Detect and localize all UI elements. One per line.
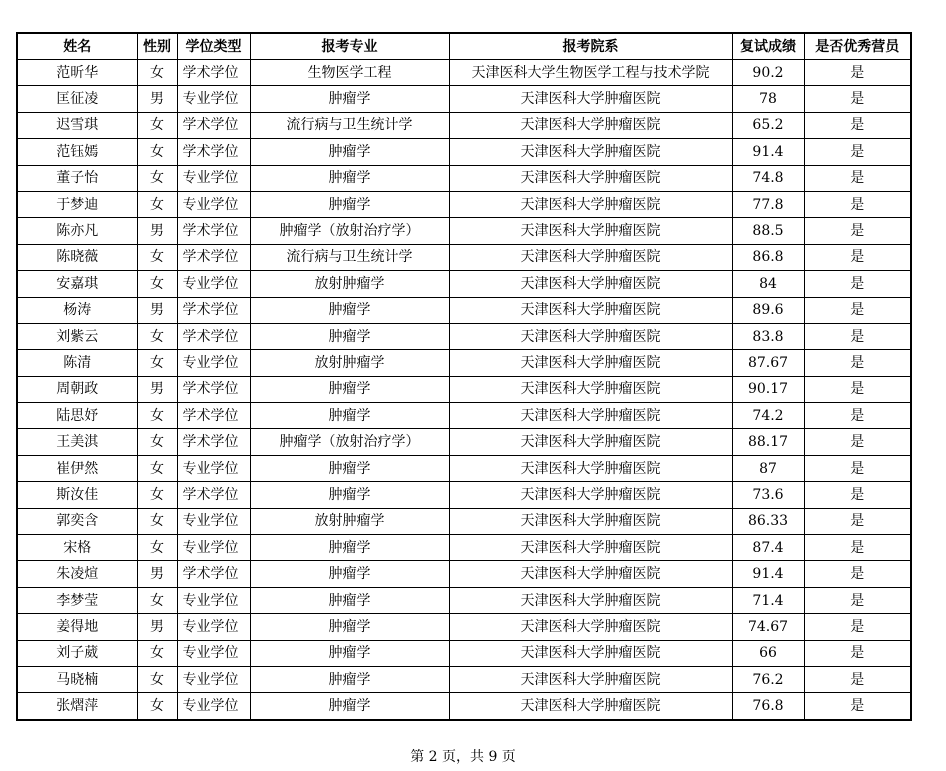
cell-gender: 女	[137, 60, 177, 86]
cell-excellent-camper: 是	[804, 350, 911, 376]
cell-gender: 女	[137, 482, 177, 508]
table-row	[17, 323, 911, 349]
cell-score: 87.67	[732, 350, 804, 376]
cell-major: 肿瘤学	[250, 323, 449, 349]
table-header	[17, 33, 911, 60]
cell-department: 天津医科大学肿瘤医院	[449, 350, 732, 376]
cell-excellent-camper: 是	[804, 640, 911, 666]
cell-gender: 女	[137, 455, 177, 481]
cell-score: 66	[732, 640, 804, 666]
cell-degree-type: 学术学位	[177, 403, 250, 429]
cell-excellent-camper: 是	[804, 86, 911, 112]
cell-degree-type: 专业学位	[177, 693, 250, 720]
cell-name: 崔伊然	[17, 455, 137, 481]
cell-score: 73.6	[732, 482, 804, 508]
cell-excellent-camper: 是	[804, 403, 911, 429]
cell-degree-type: 专业学位	[177, 271, 250, 297]
cell-gender: 男	[137, 297, 177, 323]
cell-excellent-camper: 是	[804, 508, 911, 534]
cell-name: 朱凌煊	[17, 561, 137, 587]
cell-department: 天津医科大学肿瘤医院	[449, 561, 732, 587]
table-row	[17, 693, 911, 720]
cell-name: 董子怡	[17, 165, 137, 191]
cell-excellent-camper: 是	[804, 376, 911, 402]
cell-excellent-camper: 是	[804, 271, 911, 297]
cell-major: 肿瘤学	[250, 587, 449, 613]
cell-degree-type: 学术学位	[177, 297, 250, 323]
cell-gender: 男	[137, 561, 177, 587]
cell-gender: 女	[137, 323, 177, 349]
cell-excellent-camper: 是	[804, 535, 911, 561]
cell-major: 肿瘤学	[250, 455, 449, 481]
cell-department: 天津医科大学肿瘤医院	[449, 455, 732, 481]
table-row	[17, 455, 911, 481]
cell-department: 天津医科大学肿瘤医院	[449, 271, 732, 297]
cell-gender: 男	[137, 376, 177, 402]
cell-major: 肿瘤学	[250, 614, 449, 640]
cell-excellent-camper: 是	[804, 693, 911, 720]
cell-department: 天津医科大学肿瘤医院	[449, 191, 732, 217]
cell-degree-type: 学术学位	[177, 482, 250, 508]
cell-excellent-camper: 是	[804, 60, 911, 86]
table-row	[17, 218, 911, 244]
cell-major: 生物医学工程	[250, 60, 449, 86]
cell-score: 88.5	[732, 218, 804, 244]
cell-major: 肿瘤学	[250, 693, 449, 720]
cell-gender: 女	[137, 350, 177, 376]
cell-name: 斯汝佳	[17, 482, 137, 508]
cell-excellent-camper: 是	[804, 482, 911, 508]
table-row	[17, 271, 911, 297]
cell-major: 放射肿瘤学	[250, 508, 449, 534]
cell-score: 91.4	[732, 561, 804, 587]
cell-degree-type: 专业学位	[177, 535, 250, 561]
cell-major: 肿瘤学	[250, 666, 449, 692]
cell-name: 范昕华	[17, 60, 137, 86]
cell-department: 天津医科大学肿瘤医院	[449, 429, 732, 455]
cell-degree-type: 专业学位	[177, 455, 250, 481]
header-score: 复试成绩	[732, 33, 804, 60]
cell-name: 陈晓薇	[17, 244, 137, 270]
cell-score: 91.4	[732, 139, 804, 165]
cell-department: 天津医科大学肿瘤医院	[449, 244, 732, 270]
table-row	[17, 86, 911, 112]
cell-gender: 女	[137, 429, 177, 455]
cell-excellent-camper: 是	[804, 429, 911, 455]
cell-department: 天津医科大学肿瘤医院	[449, 403, 732, 429]
cell-gender: 男	[137, 614, 177, 640]
cell-excellent-camper: 是	[804, 587, 911, 613]
cell-degree-type: 专业学位	[177, 191, 250, 217]
cell-degree-type: 专业学位	[177, 86, 250, 112]
cell-major: 肿瘤学	[250, 640, 449, 666]
cell-major: 肿瘤学	[250, 86, 449, 112]
cell-department: 天津医科大学肿瘤医院	[449, 323, 732, 349]
cell-department: 天津医科大学生物医学工程与技术学院	[449, 60, 732, 86]
table-row	[17, 640, 911, 666]
header-gender: 性别	[137, 33, 177, 60]
cell-gender: 女	[137, 535, 177, 561]
table-row	[17, 139, 911, 165]
cell-major: 肿瘤学	[250, 482, 449, 508]
cell-name: 李梦莹	[17, 587, 137, 613]
cell-gender: 男	[137, 86, 177, 112]
cell-score: 74.2	[732, 403, 804, 429]
cell-excellent-camper: 是	[804, 244, 911, 270]
cell-gender: 女	[137, 640, 177, 666]
cell-name: 范钰嫣	[17, 139, 137, 165]
cell-excellent-camper: 是	[804, 614, 911, 640]
cell-excellent-camper: 是	[804, 323, 911, 349]
cell-score: 87	[732, 455, 804, 481]
table-row	[17, 482, 911, 508]
table-row	[17, 403, 911, 429]
cell-score: 86.33	[732, 508, 804, 534]
cell-degree-type: 学术学位	[177, 112, 250, 138]
cell-department: 天津医科大学肿瘤医院	[449, 112, 732, 138]
cell-department: 天津医科大学肿瘤医院	[449, 86, 732, 112]
cell-name: 于梦迪	[17, 191, 137, 217]
cell-score: 74.67	[732, 614, 804, 640]
cell-score: 84	[732, 271, 804, 297]
table-row	[17, 60, 911, 86]
header-name: 姓名	[17, 33, 137, 60]
table-row	[17, 376, 911, 402]
cell-excellent-camper: 是	[804, 455, 911, 481]
admission-results-table	[16, 32, 912, 721]
table-row	[17, 508, 911, 534]
table-row	[17, 535, 911, 561]
table-row	[17, 112, 911, 138]
cell-department: 天津医科大学肿瘤医院	[449, 218, 732, 244]
table-row	[17, 244, 911, 270]
cell-name: 陆思妤	[17, 403, 137, 429]
cell-department: 天津医科大学肿瘤医院	[449, 693, 732, 720]
table-row	[17, 561, 911, 587]
cell-gender: 女	[137, 666, 177, 692]
cell-name: 安嘉琪	[17, 271, 137, 297]
cell-gender: 女	[137, 165, 177, 191]
cell-excellent-camper: 是	[804, 297, 911, 323]
cell-department: 天津医科大学肿瘤医院	[449, 614, 732, 640]
cell-name: 刘子葳	[17, 640, 137, 666]
cell-department: 天津医科大学肿瘤医院	[449, 139, 732, 165]
cell-gender: 女	[137, 244, 177, 270]
cell-department: 天津医科大学肿瘤医院	[449, 482, 732, 508]
cell-major: 肿瘤学	[250, 297, 449, 323]
cell-degree-type: 学术学位	[177, 376, 250, 402]
cell-name: 匡征凌	[17, 86, 137, 112]
cell-gender: 女	[137, 587, 177, 613]
cell-name: 马晓楠	[17, 666, 137, 692]
header-major: 报考专业	[250, 33, 449, 60]
cell-department: 天津医科大学肿瘤医院	[449, 297, 732, 323]
cell-degree-type: 学术学位	[177, 244, 250, 270]
table-row	[17, 297, 911, 323]
cell-degree-type: 学术学位	[177, 60, 250, 86]
page-number: 第 2 页，共 9 页	[410, 749, 516, 765]
cell-score: 90.2	[732, 60, 804, 86]
table-row	[17, 587, 911, 613]
table-row	[17, 191, 911, 217]
cell-score: 65.2	[732, 112, 804, 138]
cell-degree-type: 专业学位	[177, 666, 250, 692]
cell-gender: 女	[137, 112, 177, 138]
cell-major: 放射肿瘤学	[250, 350, 449, 376]
cell-excellent-camper: 是	[804, 666, 911, 692]
cell-excellent-camper: 是	[804, 165, 911, 191]
cell-score: 71.4	[732, 587, 804, 613]
cell-name: 张熠萍	[17, 693, 137, 720]
cell-score: 76.8	[732, 693, 804, 720]
cell-name: 周朝政	[17, 376, 137, 402]
header-department: 报考院系	[449, 33, 732, 60]
cell-degree-type: 学术学位	[177, 323, 250, 349]
cell-score: 89.6	[732, 297, 804, 323]
table-row	[17, 666, 911, 692]
cell-department: 天津医科大学肿瘤医院	[449, 587, 732, 613]
cell-gender: 女	[137, 191, 177, 217]
cell-name: 陈清	[17, 350, 137, 376]
cell-major: 放射肿瘤学	[250, 271, 449, 297]
cell-degree-type: 学术学位	[177, 561, 250, 587]
cell-gender: 女	[137, 693, 177, 720]
cell-major: 肿瘤学	[250, 535, 449, 561]
cell-score: 77.8	[732, 191, 804, 217]
cell-degree-type: 专业学位	[177, 614, 250, 640]
cell-major: 流行病与卫生统计学	[250, 112, 449, 138]
cell-excellent-camper: 是	[804, 218, 911, 244]
header-row	[17, 33, 911, 60]
cell-major: 肿瘤学	[250, 561, 449, 587]
cell-name: 陈亦凡	[17, 218, 137, 244]
cell-major: 肿瘤学	[250, 191, 449, 217]
cell-name: 杨涛	[17, 297, 137, 323]
cell-degree-type: 学术学位	[177, 218, 250, 244]
cell-department: 天津医科大学肿瘤医院	[449, 508, 732, 534]
cell-department: 天津医科大学肿瘤医院	[449, 165, 732, 191]
cell-excellent-camper: 是	[804, 139, 911, 165]
cell-department: 天津医科大学肿瘤医院	[449, 376, 732, 402]
cell-department: 天津医科大学肿瘤医院	[449, 535, 732, 561]
cell-major: 肿瘤学	[250, 139, 449, 165]
cell-excellent-camper: 是	[804, 561, 911, 587]
cell-gender: 男	[137, 218, 177, 244]
cell-score: 83.8	[732, 323, 804, 349]
cell-name: 迟雪琪	[17, 112, 137, 138]
cell-score: 88.17	[732, 429, 804, 455]
cell-gender: 女	[137, 271, 177, 297]
table-row	[17, 429, 911, 455]
table-row	[17, 350, 911, 376]
header-excellent-camper: 是否优秀营员	[804, 33, 911, 60]
cell-name: 郭奕含	[17, 508, 137, 534]
cell-score: 86.8	[732, 244, 804, 270]
table-row	[17, 165, 911, 191]
header-degree-type: 学位类型	[177, 33, 250, 60]
cell-score: 74.8	[732, 165, 804, 191]
cell-degree-type: 专业学位	[177, 350, 250, 376]
cell-major: 肿瘤学	[250, 376, 449, 402]
cell-score: 76.2	[732, 666, 804, 692]
cell-name: 姜得地	[17, 614, 137, 640]
cell-name: 宋格	[17, 535, 137, 561]
cell-name: 刘紫云	[17, 323, 137, 349]
cell-score: 78	[732, 86, 804, 112]
cell-major: 肿瘤学（放射治疗学）	[250, 429, 449, 455]
cell-excellent-camper: 是	[804, 112, 911, 138]
table-row	[17, 614, 911, 640]
cell-department: 天津医科大学肿瘤医院	[449, 640, 732, 666]
cell-major: 肿瘤学（放射治疗学）	[250, 218, 449, 244]
cell-degree-type: 学术学位	[177, 429, 250, 455]
cell-excellent-camper: 是	[804, 191, 911, 217]
cell-degree-type: 专业学位	[177, 508, 250, 534]
cell-major: 肿瘤学	[250, 403, 449, 429]
cell-major: 流行病与卫生统计学	[250, 244, 449, 270]
table-body	[17, 60, 911, 720]
cell-degree-type: 专业学位	[177, 165, 250, 191]
cell-gender: 女	[137, 403, 177, 429]
cell-gender: 女	[137, 508, 177, 534]
cell-score: 87.4	[732, 535, 804, 561]
cell-score: 90.17	[732, 376, 804, 402]
cell-degree-type: 学术学位	[177, 139, 250, 165]
cell-degree-type: 专业学位	[177, 587, 250, 613]
cell-name: 王美淇	[17, 429, 137, 455]
cell-major: 肿瘤学	[250, 165, 449, 191]
cell-degree-type: 专业学位	[177, 640, 250, 666]
cell-gender: 女	[137, 139, 177, 165]
cell-department: 天津医科大学肿瘤医院	[449, 666, 732, 692]
